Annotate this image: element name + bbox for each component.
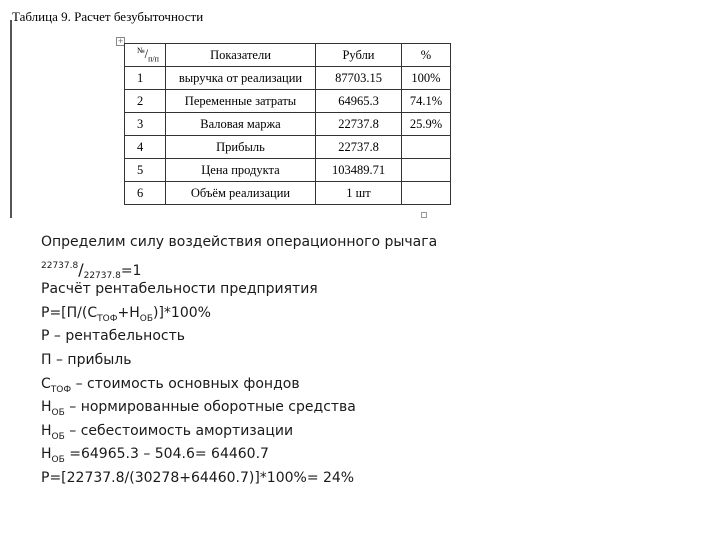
header-percent: %: [402, 44, 451, 67]
calculation-text: [41, 231, 701, 491]
table-row: 2 Переменные затраты 64965.3 74.1%: [125, 90, 451, 113]
calculation-n: $Н_{ОБ} =64965.3 - 504.6= 64460.7$: [41, 446, 269, 466]
table-title: Таблица 9. Расчет безубыточности: [12, 9, 204, 24]
table-anchor-icon: +: [117, 37, 124, 45]
header-indicator: Показатели: [166, 44, 316, 67]
breakeven-table: [124, 43, 451, 205]
definition-n2: $Н_{ОБ}$ – себестоимость амортизации: [41, 422, 294, 442]
profitability-heading: Расчёт рентабельности предприятия: [41, 281, 318, 298]
table-row: 4 Прибыль 22737.8: [125, 136, 451, 159]
header-rubles: Рубли: [316, 44, 402, 67]
header-number: $^№/_{п/п}$: [125, 44, 166, 67]
definition-c: $С_{ТОФ}$ – стоимость основных фондов: [41, 375, 300, 395]
calculation-r: Р=[22737.8/(30278+64460.7)]*100%= 24%: [41, 469, 355, 486]
table-row: 1 выручка от реализации 87703.15 100%: [125, 67, 451, 90]
definition-n1: $Н_{ОБ}$ – нормированные оборотные средства: [41, 399, 356, 419]
table-row: 5 Цена продукта 103489.71: [125, 159, 451, 182]
page-edge-line: [10, 20, 12, 218]
definition-r: Р – рентабельность: [41, 328, 185, 345]
table-header-row: [125, 44, 451, 67]
profitability-formula: $Р=[П/(С_{ТОФ}+Н_{ОБ})]*100\%$: [41, 304, 211, 324]
definition-p: П – прибыль: [41, 351, 132, 368]
table-row: 6 Объём реализации 1 шт: [125, 182, 451, 205]
table-end-mark: [421, 212, 427, 218]
lever-intro: Определим силу воздействия операционного рычага: [41, 234, 438, 250]
table-row: 3 Валовая маржа 22737.8 25.9%: [125, 113, 451, 136]
lever-fraction: $^{22737.8}/_{22737.8}=1$: [41, 259, 142, 281]
